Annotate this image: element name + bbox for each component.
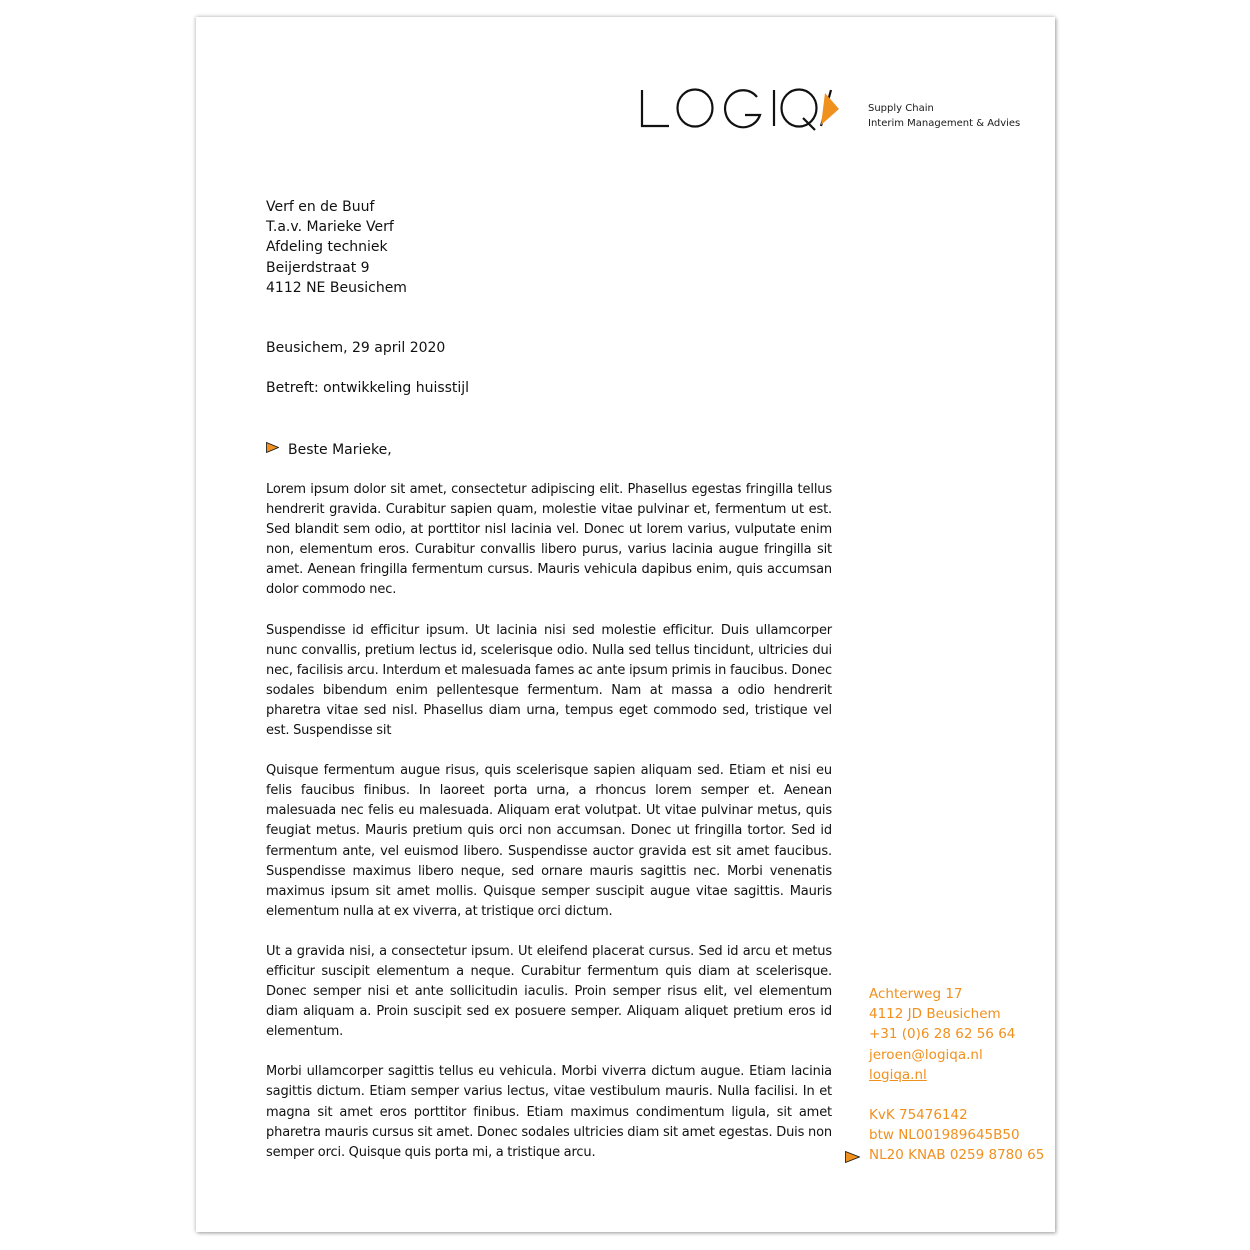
contact-iban-row xyxy=(869,1145,1044,1165)
recipient-line: Afdeling techniek xyxy=(266,239,388,256)
recipient-address xyxy=(266,197,407,298)
brand-tagline xyxy=(868,101,1020,131)
spacer xyxy=(869,1085,1044,1105)
triangle-arrow-icon xyxy=(266,439,279,459)
recipient-line: 4112 NE Beusichem xyxy=(266,279,407,296)
letter-date: Beusichem, 29 april 2020 xyxy=(266,340,446,356)
body-paragraph: Lorem ipsum dolor sit amet, consectetur adipiscing elit. Phasellus egestas fringilla tellus hendrerit gravida. Curabitur sapien quam, molestie vitae pulvinar et, fermentum ut est. Sed blandit sem odio, at porttitor nisl lacinia vel. Donec ut lorem varius, vulputate enim non, elementum eros. Curabitur convallis libero purus, varius lacinia augue fringilla sit amet. Aenean fringilla fermentum cursus. Mauris vehicula dapibus enim, quis accumsan dolor commodo nec. xyxy=(266,482,832,598)
salutation xyxy=(266,439,392,460)
letter-sheet xyxy=(196,17,1055,1232)
triangle-play-icon xyxy=(821,90,839,126)
contact-website-link[interactable]: logiqa.nl xyxy=(869,1066,927,1083)
body-paragraph: Ut a gravida nisi, a consectetur ipsum. Ut eleifend placerat cursus. Sed id arcu et metus efficitur suscipit elementum a neque. Curabitur fermentum quis diam at scelerisque. Donec semper nisi et ante sollicitudin iaculis. Proin semper risus elit, vel elementum diam aliquam a. Proin suscipit sed ex posuere semper. Aliquam aliquet pretium eros id elementum. xyxy=(266,943,832,1040)
contact-phone[interactable]: +31 (0)6 28 62 56 64 xyxy=(869,1026,1016,1043)
letter-body xyxy=(266,480,832,1183)
contact-street: Achterweg 17 xyxy=(869,986,963,1002)
contact-email[interactable]: jeroen@logiqa.nl xyxy=(869,1046,983,1063)
contact-btw: btw NL001989645B50 xyxy=(869,1127,1020,1144)
letter-subject: Betreft: ontwikkeling huisstijl xyxy=(266,380,470,396)
tagline-line: Supply Chain xyxy=(868,103,934,114)
recipient-line: Verf en de Buuf xyxy=(266,199,375,215)
logiqa-logo xyxy=(639,87,839,132)
contact-iban: NL20 KNAB 0259 8780 65 xyxy=(869,1147,1045,1164)
contact-city: 4112 JD Beusichem xyxy=(869,1006,1001,1023)
body-paragraph: Suspendisse id efficitur ipsum. Ut lacinia nisi sed molestie efficitur. Duis ullamcorper nunc convallis, pretium lectus id, scelerisque odio. Nulla sed tellus tincidunt, ultricies dui nec, facilisis arcu. Interdum et malesuada fames ac ante ipsum primis in faucibus. Donec sodales bibendum enim pellentesque fermentum. Nam at massa a odio hendrerit pharetra vitae sed nisl. Phasellus diam urna, tempus eget commodo sed, tristique vel est. Suspendisse sit xyxy=(266,622,832,739)
body-paragraph: Quisque fermentum augue risus, quis scelerisque sapien aliquam sed. Etiam et nisi eu felis faucibus finibus. In laoreet porta urna, a rhoncus lorem semper et. Aenean malesuada nec felis eu malesuada. Aliquam erat volutpat. Ut vitae pulvinar metus, quis feugiat metus. Mauris pretium quis orci non accumsan. Donec ut fringilla tortor. Sed id fermentum ante, vel euismod libero. Suspendisse auctor gravida est sit amet faucibus. Suspendisse maximus libero neque, sed ornare mauris sagittis nec. Morbi venenatis maximus ipsum sit amet mollis. Quisque semper suscipit augue vitae sagittis. Mauris elementum nulla at ex viverra, at tristique orci dictum. xyxy=(266,763,832,919)
triangle-arrow-icon xyxy=(845,1149,860,1169)
recipient-line: T.a.v. Marieke Verf xyxy=(266,219,394,236)
body-paragraph: Morbi ullamcorper sagittis tellus eu vehicula. Morbi viverra dictum augue. Etiam lacinia sagittis dictum. Etiam semper varius lectus, vitae vestibulum mauris. Nulla facilisi. In et magna sit amet eros porttitor finibus. Etiam maximus condimentum ligula, sit amet pharetra mauris cursus sit amet. Donec sodales ultricies diam sit amet egestas. Duis non semper orci. Quisque quis porta mi, a tristique arcu. xyxy=(266,1064,832,1160)
recipient-line: Beijerdstraat 9 xyxy=(266,259,370,276)
sender-contact xyxy=(869,984,1044,1166)
salutation-text: Beste Marieke, xyxy=(288,442,392,458)
contact-kvk: KvK 75476142 xyxy=(869,1107,968,1124)
tagline-line: Interim Management & Advies xyxy=(868,118,1021,129)
